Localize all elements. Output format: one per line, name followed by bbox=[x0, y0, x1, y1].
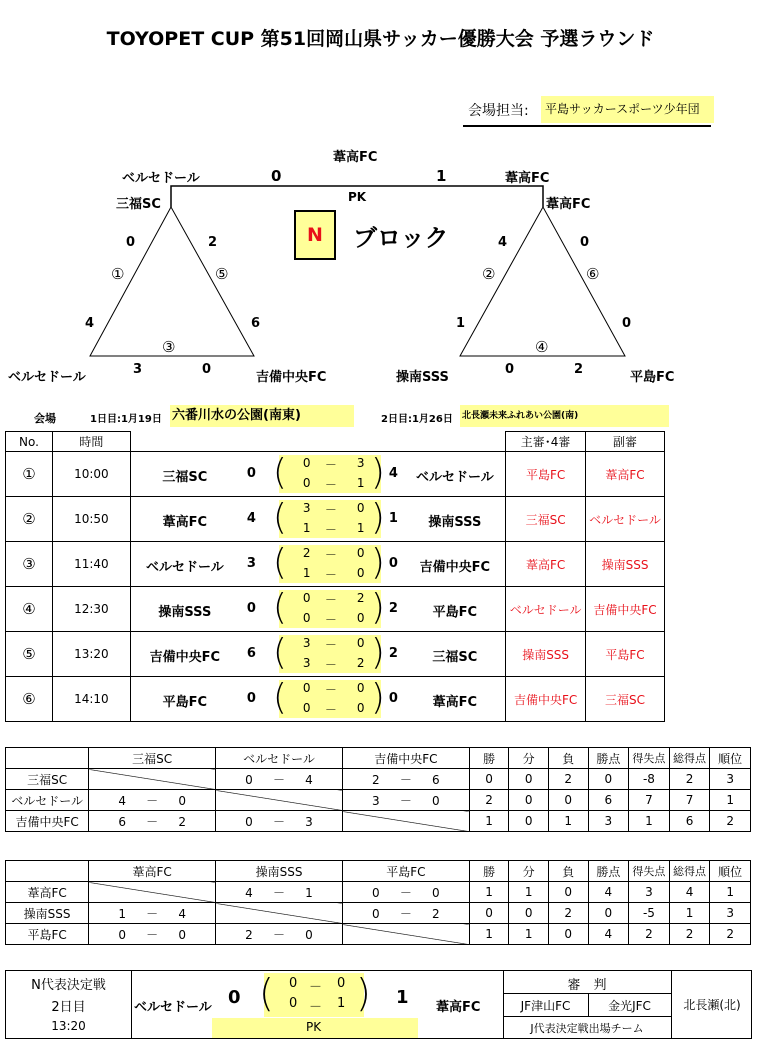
schedule-venue-label: 会場 bbox=[34, 412, 56, 425]
final-h2a: 0 bbox=[289, 996, 298, 1011]
standings-gf: 2 bbox=[669, 924, 710, 945]
standings-col-rank: 順位 bbox=[710, 861, 751, 882]
standings-gd: 7 bbox=[629, 790, 670, 811]
match-h2a: 0 bbox=[302, 476, 311, 490]
standings-result: 4 － 0 bbox=[89, 790, 216, 811]
final-day: 2日目 bbox=[51, 1000, 86, 1015]
right-score: 1 bbox=[456, 316, 466, 331]
match-result: 葦高FC 4 ( ) 3 － 0 1 － 1 1 操南SSS bbox=[130, 497, 505, 542]
standings-gf: 2 bbox=[669, 769, 710, 790]
block-letter: N bbox=[294, 210, 336, 260]
match-h1b: 0 bbox=[356, 501, 365, 515]
match-home-team: 葦高FC bbox=[162, 515, 208, 530]
standings-points: 0 bbox=[588, 903, 629, 924]
standings-diagonal bbox=[89, 882, 216, 903]
col-sub-ref: 副審 bbox=[586, 432, 665, 452]
bracket-final-left-score: 0 bbox=[271, 167, 282, 185]
bracket-final-left-team: ベルセドール bbox=[122, 171, 200, 186]
match-ref: 吉備中央FC bbox=[506, 677, 586, 722]
standings-loss: 1 bbox=[548, 811, 588, 832]
match-h1a: 0 bbox=[302, 591, 311, 605]
match-time: 10:00 bbox=[52, 452, 130, 497]
final-dash: － bbox=[309, 1000, 323, 1015]
standings-win: 1 bbox=[469, 882, 509, 903]
left-match-number: ③ bbox=[162, 338, 176, 356]
standings-header bbox=[6, 861, 751, 882]
standings-points: 4 bbox=[588, 882, 629, 903]
standings-diagonal bbox=[342, 924, 469, 945]
left-score: 3 bbox=[133, 362, 143, 377]
bracket-top-team: 葦高FC bbox=[333, 150, 378, 165]
day1-label: 1日目:1月19日 bbox=[90, 414, 162, 425]
match-time: 10:50 bbox=[52, 497, 130, 542]
match-time: 12:30 bbox=[52, 587, 130, 632]
match-h2a: 0 bbox=[302, 701, 311, 715]
match-time: 13:20 bbox=[52, 632, 130, 677]
final-h1a: 0 bbox=[289, 976, 298, 991]
standings-diagonal bbox=[216, 790, 343, 811]
match-home-score: 0 bbox=[246, 466, 256, 481]
standings-win: 1 bbox=[469, 811, 509, 832]
match-h2b: 1 bbox=[356, 476, 365, 490]
standings-col-team: 葦高FC bbox=[89, 861, 216, 882]
match-row bbox=[6, 632, 665, 677]
standings-table-b bbox=[5, 860, 751, 945]
final-home-team: ベルセドール bbox=[134, 1000, 212, 1015]
final-ref1: JF津山FC bbox=[520, 999, 571, 1013]
match-h1a: 0 bbox=[302, 681, 311, 695]
final-away-score: 1 bbox=[396, 987, 409, 1008]
match-away-score: 2 bbox=[388, 601, 398, 616]
standings-result: 3 － 0 bbox=[342, 790, 469, 811]
standings-gd: -5 bbox=[629, 903, 670, 924]
standings-result: 0 － 2 bbox=[342, 903, 469, 924]
match-result: ベルセドール 3 ( ) 2 － 0 1 － 0 0 吉備中央FC bbox=[130, 542, 505, 587]
right-bl-team: 操南SSS bbox=[396, 370, 449, 385]
match-result: 平島FC 0 ( ) 0 － 0 0 － 0 0 葦高FC bbox=[130, 677, 505, 722]
match-ref: 操南SSS bbox=[506, 632, 586, 677]
standings-gd: 2 bbox=[629, 924, 670, 945]
final-time: 13:20 bbox=[51, 1019, 86, 1033]
match-row bbox=[6, 497, 665, 542]
match-sub-ref: 平島FC bbox=[586, 632, 665, 677]
final-ref-note: J代表決定戦出場チーム bbox=[530, 1022, 644, 1035]
standings-loss: 0 bbox=[548, 790, 588, 811]
standings-win: 1 bbox=[469, 924, 509, 945]
match-sub-ref: 操南SSS bbox=[586, 542, 665, 587]
match-dash: － bbox=[324, 703, 337, 717]
bracket-final-right-team: 葦高FC bbox=[505, 171, 550, 186]
standings-diagonal bbox=[216, 903, 343, 924]
final-ref2: 金光JFC bbox=[608, 999, 651, 1013]
left-score: 2 bbox=[208, 235, 218, 250]
match-h1a: 2 bbox=[302, 546, 311, 560]
match-result: 吉備中央FC 6 ( ) 3 － 0 3 － 2 2 三福SC bbox=[130, 632, 505, 677]
standings-col-team: 操南SSS bbox=[216, 861, 343, 882]
standings-draw: 1 bbox=[509, 882, 549, 903]
standings-loss: 2 bbox=[548, 903, 588, 924]
match-dash: － bbox=[324, 503, 337, 517]
left-br-team: 吉備中央FC bbox=[256, 370, 327, 385]
match-h2b: 2 bbox=[356, 656, 365, 670]
match-away-team: 葦高FC bbox=[432, 695, 478, 710]
match-away-team: ベルセドール bbox=[415, 470, 494, 485]
standings-team: 三福SC bbox=[6, 769, 89, 790]
match-h2b: 0 bbox=[356, 701, 365, 715]
standings-row bbox=[6, 882, 751, 903]
standings-col-win: 勝 bbox=[469, 861, 509, 882]
match-dash: － bbox=[324, 613, 337, 627]
match-sub-ref: 葦高FC bbox=[586, 452, 665, 497]
right-match-number: ④ bbox=[535, 338, 549, 356]
standings-result: 1 － 4 bbox=[89, 903, 216, 924]
final-label: N代表決定戦 bbox=[31, 978, 106, 993]
standings-header bbox=[6, 748, 751, 769]
standings-team: 吉備中央FC bbox=[6, 811, 89, 832]
standings-col-gd: 得失点 bbox=[629, 861, 670, 882]
match-h2b: 1 bbox=[356, 521, 365, 535]
match-no: ① bbox=[6, 452, 53, 497]
standings-gd: -8 bbox=[629, 769, 670, 790]
match-row bbox=[6, 677, 665, 722]
match-table-header bbox=[6, 432, 665, 452]
day2-venue: 北長瀬未来ふれあい公園(南) bbox=[460, 405, 669, 427]
standings-rank: 2 bbox=[710, 924, 751, 945]
standings-diagonal bbox=[342, 811, 469, 832]
standings-col-loss: 負 bbox=[548, 861, 588, 882]
right-score: 0 bbox=[580, 235, 590, 250]
left-match-number: ⑤ bbox=[215, 265, 229, 283]
match-home-score: 0 bbox=[246, 601, 256, 616]
standings-result: 0 － 0 bbox=[89, 924, 216, 945]
standings-rank: 2 bbox=[710, 811, 751, 832]
left-score: 0 bbox=[126, 235, 136, 250]
standings-col-points: 勝点 bbox=[588, 748, 629, 769]
match-ref: ベルセドール bbox=[506, 587, 586, 632]
match-ref: 三福SC bbox=[506, 497, 586, 542]
match-home-score: 3 bbox=[246, 556, 256, 571]
standings-row bbox=[6, 924, 751, 945]
bracket-final-right-score: 1 bbox=[436, 167, 447, 185]
standings-col-loss: 負 bbox=[548, 748, 588, 769]
match-sub-ref: ベルセドール bbox=[586, 497, 665, 542]
match-dash: － bbox=[324, 568, 337, 582]
day2-label: 2日目:1月26日 bbox=[381, 414, 453, 425]
right-match-number: ⑥ bbox=[586, 265, 600, 283]
match-sub-ref: 吉備中央FC bbox=[586, 587, 665, 632]
standings-gf: 6 bbox=[669, 811, 710, 832]
col-ref: 主審･4審 bbox=[506, 432, 586, 452]
standings-row bbox=[6, 769, 751, 790]
match-away-score: 0 bbox=[388, 556, 398, 571]
match-home-team: 三福SC bbox=[162, 470, 208, 485]
match-h2b: 0 bbox=[356, 611, 365, 625]
match-h1b: 0 bbox=[356, 636, 365, 650]
standings-result: 4 － 1 bbox=[216, 882, 343, 903]
match-dash: － bbox=[324, 638, 337, 652]
standings-col-gf: 総得点 bbox=[669, 748, 710, 769]
standings-col-team: ベルセドール bbox=[216, 748, 343, 769]
match-dash: － bbox=[324, 593, 337, 607]
left-score: 4 bbox=[85, 316, 95, 331]
right-match-number: ② bbox=[482, 265, 496, 283]
standings-col-team: 吉備中央FC bbox=[342, 748, 469, 769]
match-no: ⑤ bbox=[6, 632, 53, 677]
standings-gd: 3 bbox=[629, 882, 670, 903]
standings-col-gd: 得失点 bbox=[629, 748, 670, 769]
right-score: 0 bbox=[622, 316, 632, 331]
final-dash: － bbox=[309, 980, 323, 995]
standings-draw: 0 bbox=[509, 769, 549, 790]
final-h2b: 1 bbox=[337, 996, 346, 1011]
standings-result: 0 － 4 bbox=[216, 769, 343, 790]
match-away-team: 吉備中央FC bbox=[419, 560, 491, 575]
standings-col-draw: 分 bbox=[509, 748, 549, 769]
match-dash: － bbox=[324, 523, 337, 537]
match-ref: 葦高FC bbox=[506, 542, 586, 587]
standings-result: 0 － 0 bbox=[342, 882, 469, 903]
standings-team: 葦高FC bbox=[6, 882, 89, 903]
match-away-team: 操南SSS bbox=[428, 515, 482, 530]
standings-team: ベルセドール bbox=[6, 790, 89, 811]
standings-result: 0 － 3 bbox=[216, 811, 343, 832]
standings-draw: 0 bbox=[509, 790, 549, 811]
match-dash: － bbox=[324, 548, 337, 562]
match-row bbox=[6, 587, 665, 632]
match-h2a: 1 bbox=[302, 521, 311, 535]
match-no: ④ bbox=[6, 587, 53, 632]
match-h1b: 3 bbox=[356, 456, 365, 470]
match-no: ③ bbox=[6, 542, 53, 587]
standings-row bbox=[6, 903, 751, 924]
standings-team: 平島FC bbox=[6, 924, 89, 945]
standings-team: 操南SSS bbox=[6, 903, 89, 924]
standings-col-points: 勝点 bbox=[588, 861, 629, 882]
standings-points: 0 bbox=[588, 769, 629, 790]
match-h1a: 3 bbox=[302, 636, 311, 650]
final-ref-header: 審 判 bbox=[567, 978, 607, 993]
match-home-score: 4 bbox=[246, 511, 256, 526]
standings-loss: 0 bbox=[548, 882, 588, 903]
standings-col-draw: 分 bbox=[509, 861, 549, 882]
match-home-score: 0 bbox=[246, 691, 256, 706]
standings-rank: 1 bbox=[710, 790, 751, 811]
match-time: 14:10 bbox=[52, 677, 130, 722]
left-bl-team: ベルセドール bbox=[8, 370, 86, 385]
col-no: No. bbox=[6, 432, 53, 452]
standings-result: 2 － 6 bbox=[342, 769, 469, 790]
standings-rank: 1 bbox=[710, 882, 751, 903]
final-home-score: 0 bbox=[228, 987, 241, 1008]
left-match-number: ① bbox=[111, 265, 125, 283]
block-label: ブロック bbox=[353, 224, 449, 252]
final-venue: 北長瀬(北) bbox=[683, 998, 741, 1012]
standings-points: 3 bbox=[588, 811, 629, 832]
match-table bbox=[5, 431, 665, 722]
match-no: ② bbox=[6, 497, 53, 542]
match-away-team: 平島FC bbox=[432, 605, 478, 620]
match-result: 三福SC 0 ( ) 0 － 3 0 － 1 4 ベルセドール bbox=[130, 452, 505, 497]
standings-result: 6 － 2 bbox=[89, 811, 216, 832]
match-dash: － bbox=[324, 458, 337, 472]
standings-win: 2 bbox=[469, 790, 509, 811]
match-away-team: 三福SC bbox=[432, 650, 478, 665]
standings-col-win: 勝 bbox=[469, 748, 509, 769]
standings-gd: 1 bbox=[629, 811, 670, 832]
right-score: 4 bbox=[498, 235, 508, 250]
col-time: 時間 bbox=[52, 432, 130, 452]
venue-name: 平島サッカースポーツ少年団 bbox=[541, 96, 714, 123]
standings-row bbox=[6, 811, 751, 832]
standings-row bbox=[6, 790, 751, 811]
day1-venue: 六番川水の公園(南東) bbox=[170, 405, 354, 427]
match-sub-ref: 三福SC bbox=[586, 677, 665, 722]
standings-win: 0 bbox=[469, 903, 509, 924]
match-h1b: 2 bbox=[356, 591, 365, 605]
standings-draw: 0 bbox=[509, 903, 549, 924]
standings-gf: 1 bbox=[669, 903, 710, 924]
standings-result: 2 － 0 bbox=[216, 924, 343, 945]
match-no: ⑥ bbox=[6, 677, 53, 722]
match-time: 11:40 bbox=[52, 542, 130, 587]
match-home-team: 吉備中央FC bbox=[149, 650, 221, 665]
bracket-pk-label: PK bbox=[348, 190, 367, 204]
match-h2a: 1 bbox=[302, 566, 311, 580]
standings-gf: 7 bbox=[669, 790, 710, 811]
match-h1a: 3 bbox=[302, 501, 311, 515]
standings-table-a bbox=[5, 747, 751, 832]
match-home-team: ベルセドール bbox=[145, 560, 224, 575]
match-home-team: 操南SSS bbox=[158, 605, 212, 620]
final-h1b: 0 bbox=[337, 976, 346, 991]
match-home-score: 6 bbox=[246, 646, 256, 661]
match-h2a: 3 bbox=[302, 656, 311, 670]
final-box: N代表決定戦 2日目 13:20 ベルセドール 0 ( ) 0 － 0 0 － 1 1 葦高FC PK 審 判 JF津山FC 金光JFC J代表決定戦出場チーム 北長瀬(北) bbox=[5, 970, 752, 1039]
match-row bbox=[6, 452, 665, 497]
match-h1b: 0 bbox=[356, 546, 365, 560]
standings-gf: 4 bbox=[669, 882, 710, 903]
standings-draw: 0 bbox=[509, 811, 549, 832]
left-score: 0 bbox=[202, 362, 212, 377]
match-h1a: 0 bbox=[302, 456, 311, 470]
match-row bbox=[6, 542, 665, 587]
left-top-team: 三福SC bbox=[116, 197, 161, 212]
right-score: 2 bbox=[574, 362, 584, 377]
standings-loss: 0 bbox=[548, 924, 588, 945]
match-away-score: 1 bbox=[388, 511, 398, 526]
page-title: TOYOPET CUP 第51回岡山県サッカー優勝大会 予選ラウンド bbox=[106, 28, 655, 50]
match-home-team: 平島FC bbox=[162, 695, 208, 710]
match-h2a: 0 bbox=[302, 611, 311, 625]
left-score: 6 bbox=[251, 316, 261, 331]
match-away-score: 4 bbox=[388, 466, 398, 481]
final-pk-label: PK bbox=[306, 1020, 322, 1034]
final-away-team: 葦高FC bbox=[436, 1000, 481, 1015]
standings-rank: 3 bbox=[710, 769, 751, 790]
standings-col-gf: 総得点 bbox=[669, 861, 710, 882]
match-dash: － bbox=[324, 478, 337, 492]
match-dash: － bbox=[324, 658, 337, 672]
standings-draw: 1 bbox=[509, 924, 549, 945]
standings-col-rank: 順位 bbox=[710, 748, 751, 769]
right-score: 0 bbox=[505, 362, 515, 377]
match-ref: 平島FC bbox=[506, 452, 586, 497]
match-h2b: 0 bbox=[356, 566, 365, 580]
standings-col-team: 平島FC bbox=[342, 861, 469, 882]
standings-diagonal bbox=[89, 769, 216, 790]
bracket-diagram bbox=[0, 0, 761, 400]
standings-rank: 3 bbox=[710, 903, 751, 924]
right-br-team: 平島FC bbox=[630, 370, 675, 385]
standings-win: 0 bbox=[469, 769, 509, 790]
standings-loss: 2 bbox=[548, 769, 588, 790]
venue-label: 会場担当: bbox=[468, 103, 529, 119]
match-h1b: 0 bbox=[356, 681, 365, 695]
match-dash: － bbox=[324, 683, 337, 697]
match-away-score: 0 bbox=[388, 691, 398, 706]
standings-col-team: 三福SC bbox=[89, 748, 216, 769]
match-away-score: 2 bbox=[388, 646, 398, 661]
standings-points: 4 bbox=[588, 924, 629, 945]
right-top-team: 葦高FC bbox=[546, 197, 591, 212]
match-result: 操南SSS 0 ( ) 0 － 2 0 － 0 2 平島FC bbox=[130, 587, 505, 632]
standings-points: 6 bbox=[588, 790, 629, 811]
